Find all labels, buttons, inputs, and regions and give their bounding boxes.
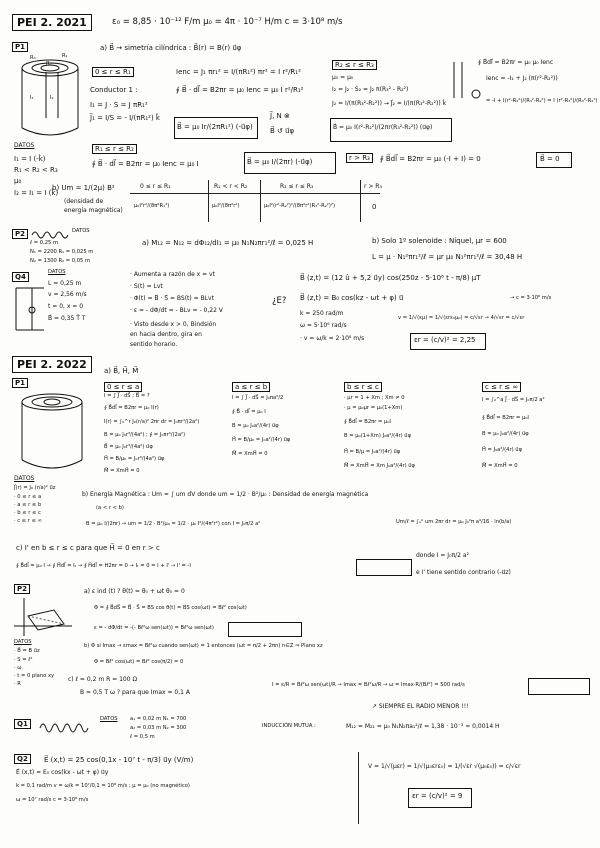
q4-bullet: · Visto desde x > 0, Bindsión [130,321,217,328]
q2-line: ω = 10⁷ rad/s c = 3·10⁸ m/s [16,797,89,803]
q3-result: εr = (c/v)² = 2,25 [414,336,476,344]
datos-item: R₁ < R₂ < R₃ [14,166,58,174]
q3-question: ¿E? [272,296,287,306]
col1-line: I = ∫ J⃗ · dS⃗ ; B⃗ = ? [104,393,150,399]
table-val: μ₀I²/(8π²r²) [212,203,240,209]
problem-tag-q1: Q1 [14,719,31,729]
q1-label: INDUCCIÓN MUTUA : [262,723,316,729]
col1-line: H⃗ = B/μ₀ = J₀r³/(4a²) u⃗φ [104,456,165,462]
p1-2022-b-eq: B = μ₀ I/(2πr) → um = 1/2 · B²/μ₀ = 1/2 · μ₀ I²/(4π²r²) con I = J₀π/2 a² [86,521,261,527]
p2-2022-b1: b) Φ si Imax → εmax = Bℓ²ω cuando sen(ωt) = 1 entonces (ωt = π/2 + 2πn) n∈Z ⇒ Plano xz [84,643,323,649]
c1-ampere: ∮ B⃗ · dl⃗ = B2πr = μ₀ Ienc = μ₀ I r²/R₁² [176,86,304,94]
datos-title-q4: DATOS [48,269,66,275]
case-label-2: R₁ ≤ r ≤ R₂ [92,144,137,154]
c3-ampere: ∮ B⃗dl⃗ = B2πr = μ₀ μ₀ Ienc [478,59,554,66]
c3-line: μ₀ = μ₀ [332,74,354,81]
table-val: μ₀I²r²/(8π²R₁⁴) [134,203,170,209]
table-divider [208,180,209,222]
q4-datos: L = 0,25 m [48,280,82,287]
p2-2022-c-data: c) ℓ = 0,2 m R = 100 Ω [68,676,138,683]
q4-bullet: · Φ(t) = B⃗ · S⃗ = BS(t) = BLvt [130,295,214,302]
q2-v-eq: V = 1/√(μεr) = 1/√(μ₀εrε₀) = 1/(√εr √(μ₀ε₀)) = c/√εr [368,763,521,770]
q4-bullet: en hacia dentro, gira en [130,331,202,338]
p1-2022-c-eq: ∮ B⃗dl⃗ = μ₀ I → ∮ H⃗dl⃗ = Iₜ → ∮ H⃗dl⃗ = H2πr = 0 → Iₜ = 0 = I + I' → I' = -I [16,563,191,569]
q3-side: → c = 3·10⁸ m/s [510,295,552,301]
table-head: R₂ ≤ r ≤ R₃ [280,183,314,190]
p1-2022-datos: · a ≤ r ≤ b [14,502,42,508]
q4-bullet: · Aumenta a razón de x = vt [130,271,215,278]
p2-2022-datos: · ω [14,665,22,671]
p2-2022-a-line: a) ε ind (t) ? θ(t) = θ₀ + ωt θ₀ = 0 [84,588,185,595]
sliding-rod-figure [12,284,46,334]
col3-line: ∮ B⃗dl⃗ = B2πr = μ₀I [344,419,391,425]
c3-ienc: Ienc = -I₁ + J₂ (π(r²-R₂²)) [486,75,558,82]
col1-line: B⃗ = μ₀ J₀r³/(4a²) u⃗φ [104,444,153,450]
p2-a-line: a) M₁₂ = N₁₂ = dΦ₁₂/dI₁ = μ₀ N₁N₂πr₁²/ℓ = 0,025 H [142,239,314,247]
col2-line: M⃗ = XmH⃗ = 0 [232,451,268,457]
table-divider [360,180,361,222]
col1-line: ∮ B⃗dl⃗ = B2πr = μ₀ I(r) [104,405,159,411]
p2-2022-datos: · R [14,681,21,687]
vectors-line: a) B⃗, H⃗, M⃗ [104,367,139,375]
col4-line: ∮ B⃗dl⃗ = B2πr = μ₀I [482,415,529,421]
p1-b-line: b) Um = 1/(2μ) B² [52,184,115,192]
q4-datos: v = 2,56 m/s [48,291,87,298]
datos-item: μ₀ [14,177,22,185]
solenoid-coil-icon [32,230,70,240]
c1-line: J⃗₁ = I/S = - I/(πR₁²) k̂ [90,114,160,122]
region-label-2: a ≤ r ≤ b [232,382,270,392]
table-val: 0 [372,203,377,211]
col1-line: M⃗ = XmH⃗ = 0 [104,468,140,474]
p1-2022-datos: · 0 ≤ r ≤ a [14,494,42,500]
q1-datos: a₂ = 0,03 m N₂ = 300 [130,725,187,731]
q3-line: B⃗ (z,t) = (12 û + 5,2 u⃗y) cos(250z - 5·10⁶ t - π/8) μT [300,274,481,282]
q3-line: B⃗ (z,t) = B₀ cos(kz - ωt + φ) u⃗ [300,294,404,302]
problem-tag-p1-2022: P1 [12,378,28,388]
col2-line: ∮ B⃗ · dl⃗ = μ₀ I [232,409,266,415]
col2-line: B = μ₀ J₀a²/(4r) u⃗φ [232,423,279,429]
table-divider [260,180,261,222]
problem-tag-q4: Q4 [12,272,29,282]
p2-2022-datos: · B⃗ = B u⃗z [14,648,40,654]
section-title-2022: PEI 2. 2022 [12,356,92,373]
q4-bullet: · S(t) = Lvt [130,283,163,290]
col4-line: B = μ₀ J₀a²/(4r) u⃗φ [482,431,529,437]
p2-datos: ℓ = 0,25 m [30,240,59,246]
region-label-3: b ≤ r ≤ c [344,382,382,392]
datos-title-p1-2022: DATOS [14,475,35,482]
p2-2022-c-data: B = 0,5 T ω ? para que Imax = 0,1 A [80,689,190,696]
c1-result: B⃗ = μ₀ Ir/(2πR₁²) (-u⃗φ) [177,123,253,131]
p1-2022-b-result: Um/ℓ = ∫ₐᵇ um 2πr dr = μ₀ J₀²π a⁴/16 · ln(b/a) [396,519,512,525]
q3-v-eq: v = 1/√(εμ) = 1/√(εrε₀μ₀) = c/√εr → 4/√εr = c/√εr [398,315,525,321]
p1-2022-datos: · c ≤ r ≤ ∞ [14,518,42,524]
c1-ienc: Ienc = J₁ πr₁² = I/(πR₁²) πr² = I r²/R₁² [176,68,301,76]
table-val: μ₀I²(r²-R₂²)²/(8π²r²(R₃²-R₂²)²) [264,203,336,209]
col3-line: · μ = μ₀μr = μ₀(1+Xm) [344,405,403,411]
p2-2022-c-eq: I = ε/R = Bℓ²ω sen(ωt)/R → Imax = Bℓ²ω/R → ω = Imax·R/(Bℓ²) = 500 rad/s [272,682,465,688]
problem-tag-p1: P1 [12,42,28,52]
q3-line: k = 250 rad/m [300,310,344,317]
fig-label-r2: R₂ [46,61,52,67]
c2-result: B⃗ = μ₀ I/(2πr) (-u⃗φ) [247,158,313,166]
table-rule [130,193,380,194]
problem-tag-q2: Q2 [14,754,31,764]
c4-ampere: ∮ B⃗dl⃗ = B2πr = μ₀ (-I + I) = 0 [380,155,481,163]
p1-2022-c-side: e I' tiene sentido contrario (-u⃗z) [416,569,511,576]
p2-2022-b2: Φ = Bℓ² cos(ωt) = Bℓ² cos(π/2) = 0 [94,659,184,665]
datos-item: I₁ = I (-k̂) [14,155,46,163]
p1-2022-c-line: c) I' en b ≤ r ≤ c para que H⃗ = 0 en r > c [16,544,160,552]
datos-title-p2: DATOS [72,228,90,234]
p1-2022-c-side: donde I = J₀π/2 a² [416,552,469,559]
p2-2022-datos: · t = 0 plano xy [14,673,55,679]
table-head: r > R₃ [364,183,382,190]
b-rowlabel: energía magnética) [64,207,123,214]
p2-2022-a2: ε = - dΦ/dt = -(- Bℓ²ω sen(ωt)) = Bℓ²ω sen(ωt) [94,625,214,631]
q1-datos: ℓ = 0,5 m [130,734,155,740]
q1-eq: M₁₂ = M₂₁ = μ₀ N₁N₂πa₁²/ℓ = 1,38 · 10⁻³ ≈ 0,0014 H [346,723,500,730]
c4-result: B⃗ = 0 [540,155,560,163]
p2-b-line: b) Solo 1º solenoide : Níquel, μr = 600 [372,237,507,245]
p1-2022-datos: J⃗(r) = J₀ (r/a)² u⃗z [14,485,56,491]
datos-title-q1: DATOS [100,716,118,722]
current-ring-sketch [450,62,480,102]
case-label-1: 0 ≤ r ≤ R₁ [92,67,134,77]
col4-line: H⃗ = J₀a²/(4r) u⃗φ [482,447,523,453]
section-title-2021: PEI 2. 2021 [12,14,92,31]
problem-tag-p2-2022: P2 [14,584,30,594]
c1-dir: J⃗, N ⊗ [270,112,290,120]
c3-result: B⃗ = μ₀ I(r²-R₂²)/(2πr(R₃²-R₂²)) (u⃗φ) [333,124,433,131]
p2-datos: N₂ = 1300 R₂ = 0,05 m [30,258,91,264]
col1-line: B = μ₀ J₀r³/(4a²) ; ∮ = J₀πr⁴/(2a²) [104,432,186,438]
c3-ienc: = -I + I(r²-R₂²)/(R₃²-R₂²) = I (r²-R₃²)/(R₃²-R₂²) [486,98,598,104]
case-label-3: R₂ ≤ r ≤ R₃ [332,60,377,70]
p2-2022-datos: · S = ℓ² [14,657,33,663]
region-label-1: 0 ≤ r ≤ a [104,382,142,392]
q2-line: k = 0,1 rad/m v = ω/k = 10⁷/0,1 = 10⁸ m/s ; μ = μ₀ (no magnético) [16,783,190,789]
q2-line: E⃗ (x,t) = 25 cos(0,1x - 10⁷ t - π/3) u⃗y (V/m) [44,756,194,764]
c3-line: I₂ = J₂ · S₂ = J₂ π(R₃² - R₂²) [332,86,409,93]
p2-2022-c-result-box [528,678,590,695]
datos-item: I₂ = I₁ = I (k̂) [14,189,59,197]
col3-line: M⃗ = XmH⃗ = Xm J₀a²/(4r) u⃗φ [344,463,415,469]
c1-dir: B⃗ ↺ u⃗φ [270,127,295,135]
q4-bullet: sentido horario. [130,341,178,348]
col4-line: I = ∫₀^a J⃗ · dS⃗ = J₀π/2 a² [482,397,545,403]
table-head: 0 ≤ r ≤ R₁ [140,183,171,190]
q1-datos: a₁ = 0,02 m N₁ = 700 [130,716,187,722]
col4-line: M⃗ = XmH⃗ = 0 [482,463,518,469]
coaxial-cylinder-figure-2022 [12,392,92,472]
q1-note: ↗ SIEMPRE EL RADIO MENOR !!! [372,703,469,710]
q3-line: ω = 5·10⁶ rad/s [300,322,347,329]
constants-line: ε₀ = 8,85 · 10⁻¹² F/m μ₀ = 4π · 10⁻⁷ H/m c = 3·10⁸ m/s [112,17,343,27]
rotating-loop-figure [14,596,74,640]
fig-label-r3: R₃ [30,55,36,61]
datos-title-p2-2022: DATOS [14,639,32,645]
col3-line: H⃗ = B/μ = J₀a²/(4r) u⃗φ [344,449,401,455]
q2-divider [358,752,359,824]
fig-label-i1: I₁ [30,95,34,101]
col1-line: I(r) = ∫₀^r J₀(r/a)² 2πr dr = J₀πr⁴/(2a²) [104,419,200,425]
col3-line: B = μ₀(1+Xm) J₀a²/(4r) u⃗φ [344,433,411,439]
conductor-label: Conductor 1 : [90,86,138,94]
p1-a-line: a) B⃗ → simetría cilíndrica : B⃗(r) = B(r) u⃗φ [100,44,242,52]
p2-b-result: L = μ · N₁²πr₁²/ℓ = μr μ₀ N₁²πr₁²/ℓ = 30,48 H [372,253,523,261]
q4-datos: t = 0, x = 0 [48,303,84,310]
p2-2022-a-result-box [228,622,302,637]
q4-datos: B⃗ = 0,35 Ť T [48,315,86,322]
col2-line: I = ∫ J⃗ · dS⃗ = J₀πa²/2 [232,395,284,401]
fig-label-r1: R₁ [62,53,68,59]
p1-2022-datos: · b ≤ r ≤ c [14,510,41,516]
datos-title-p1: DATOS [14,142,35,149]
b-rowlabel: (densidad de [64,198,104,205]
c3-line: J₂ = I/(π(R₃²-R₂²)) → J⃗₂ = I/(π(R₃²-R₂²)) k̂ [332,100,447,107]
c2-ampere: ∮ B⃗ · dl⃗ = B2πr = μ₀ Ienc = μ₀ I [92,160,199,168]
p1-2022-b-sub: (a < r < b) [96,505,124,511]
coaxial-solenoids-icon [40,720,92,736]
q4-bullet: · ε = - dΦ/dt = - BLv = - 0,22 V [130,307,223,314]
region-label-4: c ≤ r ≤ ∞ [482,382,521,392]
p1-2022-b-line: b) Energía Magnética : Um = ∫ um dV donde um = 1/2 · B²/μ₀ : Densidad de energía magnética [82,491,369,498]
p2-datos: N₁ = 2200 R₁ = 0,025 m [30,249,94,255]
q2-result: εr = (c/v)² = 9 [412,792,463,800]
c1-line: I₁ = J · S = J πR₁² [90,101,148,109]
p2-2022-a1: Φ = ∮ B⃗dS⃗ = B⃗ · S⃗ = BS cos θ(t) = BS cos(ωt) = Bℓ² cos(ωt) [94,605,247,611]
col3-line: · μr = 1 + Xm ; Xm ≠ 0 [344,395,405,401]
q2-line: E⃗ (x,t) = E₀ cos(kx - ωt + φ) u⃗y [16,769,109,776]
problem-tag-p2: P2 [12,229,28,239]
q3-line: · v = ω/k = 2·10⁸ m/s [300,335,365,342]
fig-label-i2: I₂ [50,95,54,101]
case-label-4: r > R₃ [346,153,373,163]
p1-2022-c-result-box [356,559,412,576]
table-head: R₁ < r < R₂ [214,183,248,190]
col2-line: H⃗ = B/μ₀ = J₀a²/(4r) u⃗φ [232,437,291,443]
